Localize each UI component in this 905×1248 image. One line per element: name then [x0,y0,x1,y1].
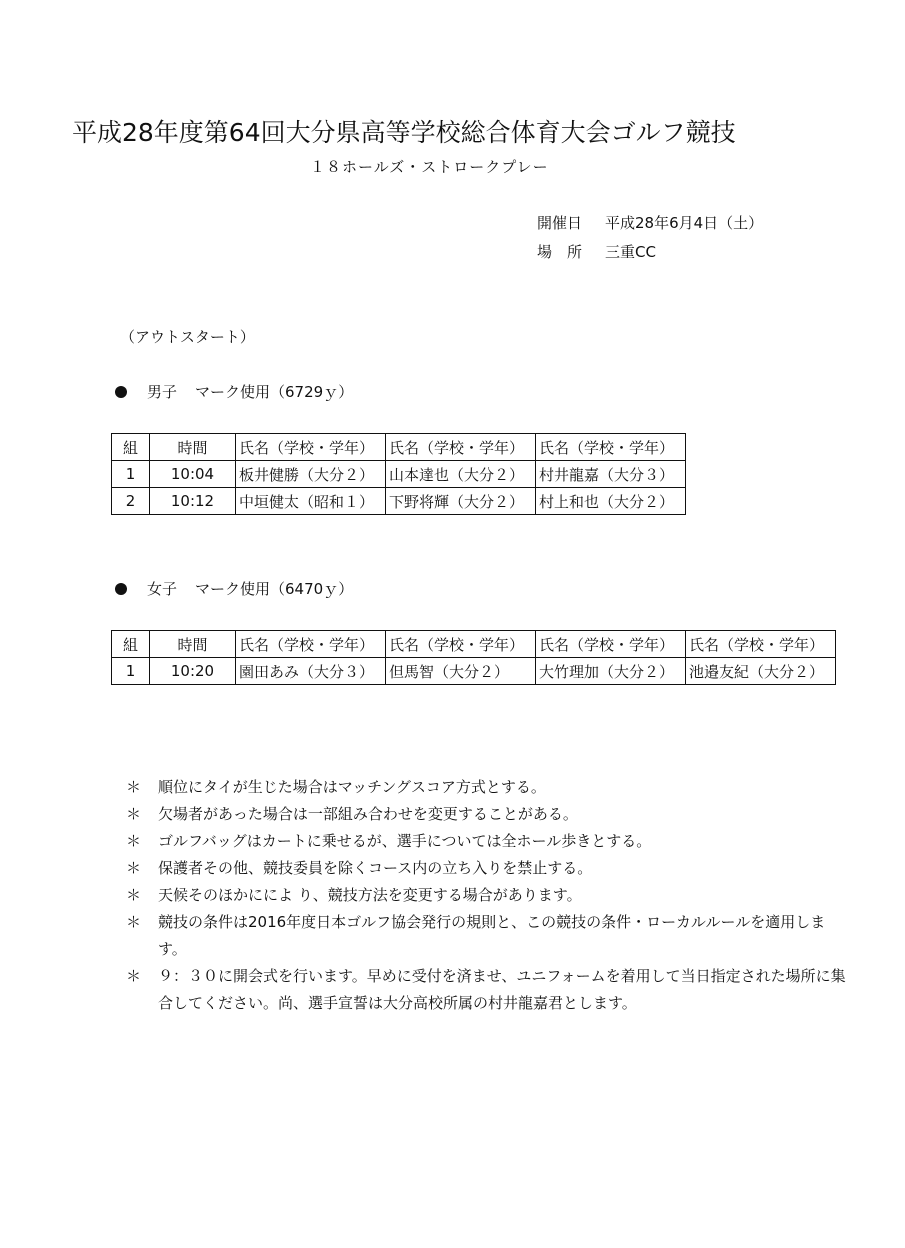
note-text: ９：３０に開会式を行います。早めに受付を済ませ、ユニフォームを着用して当日指定された場所に集合してください。尚、選手宣誓は大分高校所属の村井龍嘉君とします。 [158,967,846,1012]
asterisk-marker: ＊ [126,832,142,850]
asterisk-marker: ＊ [126,778,142,796]
list-item [126,882,846,909]
header-name-4: 氏名（学校・学年） [686,631,836,658]
header-group: 組 [112,434,150,461]
note-text: 欠場者があった場合は一部組み合わせを変更することがある。 [158,805,578,823]
asterisk-marker: ＊ [126,805,142,823]
event-place-label: 場 所 [537,243,583,261]
event-place-value: 三重CC [605,243,656,261]
asterisk-marker: ＊ [126,886,142,904]
bullet-icon [115,583,127,595]
header-time: 時間 [150,631,236,658]
bullet-icon [115,386,127,398]
header-group: 組 [112,631,150,658]
player-name: 村上和也（大分２） [536,488,686,515]
tee-time: 10:20 [150,658,236,685]
player-name: 山本達也（大分２） [386,461,536,488]
boys-label: 男子 [147,383,178,401]
event-place-row [537,241,656,262]
player-name: 園田あみ（大分３） [236,658,386,685]
girls-label: 女子 [147,580,178,598]
notes-list [126,774,846,1017]
note-text: ゴルフバッグはカートに乗せるが、選手については全ホール歩きとする。 [158,832,652,850]
player-name: 但馬智（大分２） [386,658,536,685]
start-note: （アウトスタート） [120,328,255,346]
list-item [126,909,846,963]
event-date-row [537,212,763,233]
girls-tee: マーク使用（6470ｙ） [195,580,354,598]
table-header-row [112,631,836,658]
list-item [126,774,846,801]
page-subtitle: １８ホールズ・ストロークプレー [310,158,549,176]
event-date-label: 開催日 [537,214,583,232]
player-name: 池邉友紀（大分２） [686,658,836,685]
header-name-2: 氏名（学校・学年） [386,434,536,461]
table-row [112,488,686,515]
asterisk-marker: ＊ [126,859,142,877]
note-text: 順位にタイが生じた場合はマッチングスコア方式とする。 [158,778,546,796]
player-name: 大竹理加（大分２） [536,658,686,685]
group-number: 2 [112,488,150,515]
page-title: 平成28年度第64回大分県高等学校総合体育大会ゴルフ競技 [72,118,736,147]
list-item [126,855,846,882]
note-text: 競技の条件は2016年度日本ゴルフ協会発行の規則と、この競技の条件・ローカルルールを適用します。 [158,913,826,958]
note-text: 保護者その他、競技委員を除くコース内の立ち入りを禁止する。 [158,859,593,877]
header-name-2: 氏名（学校・学年） [386,631,536,658]
header-name-3: 氏名（学校・学年） [536,631,686,658]
list-item [126,801,846,828]
header-name-3: 氏名（学校・学年） [536,434,686,461]
header-name-1: 氏名（学校・学年） [236,434,386,461]
player-name: 村井龍嘉（大分３） [536,461,686,488]
boys-pairing-table [111,433,686,515]
table-row [112,658,836,685]
asterisk-marker: ＊ [126,913,142,931]
header-name-1: 氏名（学校・学年） [236,631,386,658]
tee-time: 10:12 [150,488,236,515]
table-row [112,461,686,488]
table-header-row [112,434,686,461]
list-item [126,828,846,855]
tee-time: 10:04 [150,461,236,488]
list-item [126,963,846,1017]
header-time: 時間 [150,434,236,461]
player-name: 板井健勝（大分２） [236,461,386,488]
girls-section-heading [115,578,353,599]
asterisk-marker: ＊ [126,967,142,985]
player-name: 中垣健太（昭和１） [236,488,386,515]
event-date-value: 平成28年6月4日（土） [605,214,764,232]
group-number: 1 [112,461,150,488]
group-number: 1 [112,658,150,685]
boys-section-heading [115,381,353,402]
note-text: 天候そのほかにによ り、競技方法を変更する場合があります。 [158,886,582,904]
girls-pairing-table [111,630,836,685]
boys-tee: マーク使用（6729ｙ） [195,383,354,401]
player-name: 下野将輝（大分２） [386,488,536,515]
